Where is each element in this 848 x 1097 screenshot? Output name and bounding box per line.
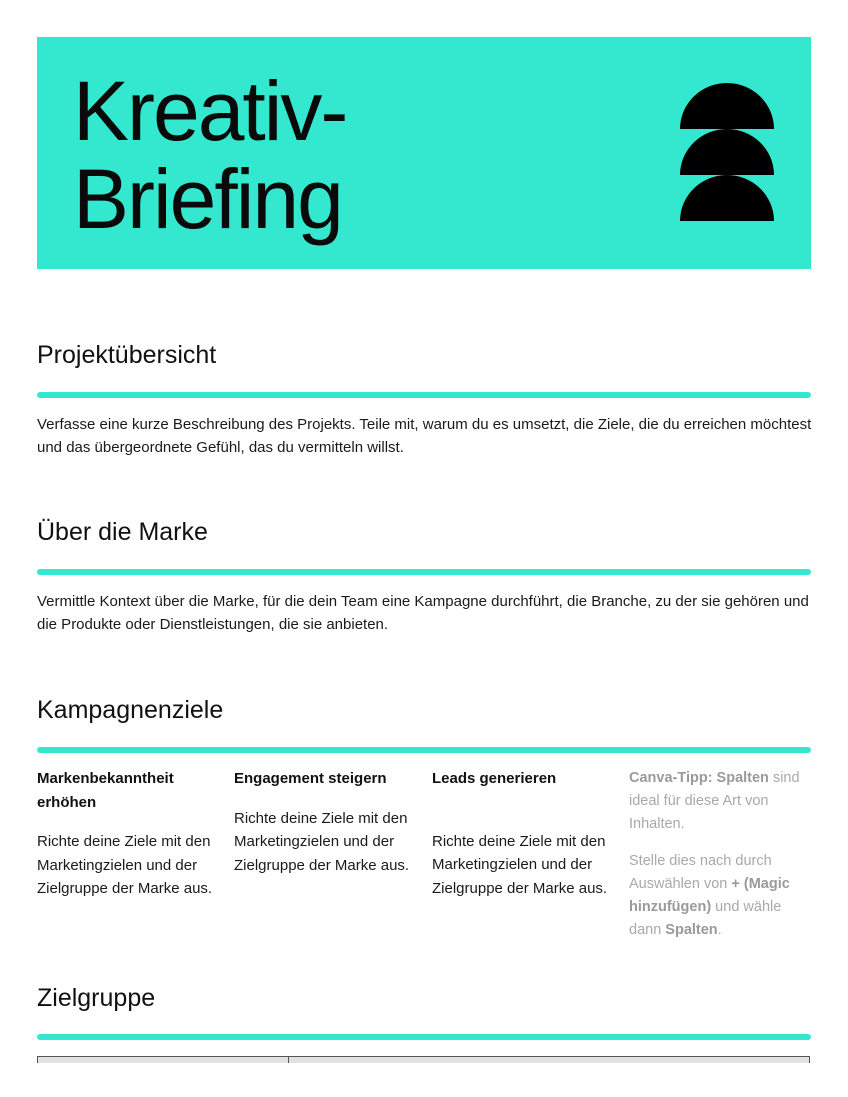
section-divider bbox=[37, 392, 811, 398]
section-title: Zielgruppe bbox=[37, 984, 156, 1012]
title-line-1: Kreativ- bbox=[73, 64, 347, 158]
section-title: Über die Marke bbox=[37, 518, 208, 546]
tip-paragraph-2 bbox=[629, 850, 814, 942]
title-banner bbox=[37, 37, 811, 269]
tip-bold: Canva-Tipp: Spalten bbox=[629, 770, 769, 786]
table-column-divider bbox=[288, 1057, 289, 1063]
tip-bold: + (Magic hinzufügen) bbox=[629, 876, 790, 915]
goal-heading: Markenbekanntheit erhöhen bbox=[37, 770, 174, 811]
goal-column[interactable] bbox=[432, 767, 617, 900]
audience-table[interactable] bbox=[37, 1056, 810, 1063]
section-campaign-goals bbox=[37, 695, 811, 938]
section-title: Kampagnenziele bbox=[37, 696, 224, 724]
section-title: Projektübersicht bbox=[37, 341, 217, 369]
table-border bbox=[809, 1057, 810, 1063]
tip-text: Stelle dies nach durch Auswählen von bbox=[629, 853, 772, 892]
goal-text: Richte deine Ziele mit den Marketingzielen und der Zielgruppe der Marke aus. bbox=[234, 809, 410, 874]
goal-column[interactable] bbox=[234, 767, 419, 877]
section-audience bbox=[37, 983, 811, 1013]
canva-tip bbox=[629, 767, 814, 942]
title-line-2: Briefing bbox=[73, 152, 342, 246]
tip-paragraph-1 bbox=[629, 767, 814, 836]
tip-bold: Spalten bbox=[665, 922, 718, 938]
goal-heading: Leads generieren bbox=[432, 770, 557, 787]
tip-text: und wähle dann bbox=[629, 899, 782, 938]
tip-text: . bbox=[717, 922, 722, 938]
section-divider bbox=[37, 569, 811, 575]
section-project-overview bbox=[37, 340, 812, 456]
goal-column[interactable] bbox=[37, 767, 222, 901]
section-body[interactable]: Verfasse eine kurze Beschreibung des Projekts. Teile mit, warum du es umsetzt, die Ziele, die du erreichen möchtest und das übergeordnete Gefühl, das du vermitteln willst. bbox=[37, 416, 812, 456]
goal-text: Richte deine Ziele mit den Marketingzielen und der Zielgruppe der Marke aus. bbox=[432, 832, 608, 897]
section-divider bbox=[37, 1034, 811, 1040]
stacked-semicircles-icon bbox=[680, 83, 774, 221]
document-title bbox=[73, 64, 347, 246]
tip-text: sind ideal für diese Art von Inhalten. bbox=[629, 770, 800, 832]
table-border bbox=[37, 1057, 38, 1063]
goal-heading: Engagement steigern bbox=[234, 770, 387, 787]
goal-text: Richte deine Ziele mit den Marketingzielen und der Zielgruppe der Marke aus. bbox=[37, 833, 213, 897]
section-about-brand bbox=[37, 517, 811, 633]
section-divider bbox=[37, 747, 811, 753]
section-body[interactable]: Vermittle Kontext über die Marke, für die dein Team eine Kampagne durchführt, die Branche, zu der sie gehören und die Produkte oder Dienstleistungen, die sie anbieten. bbox=[37, 593, 809, 633]
